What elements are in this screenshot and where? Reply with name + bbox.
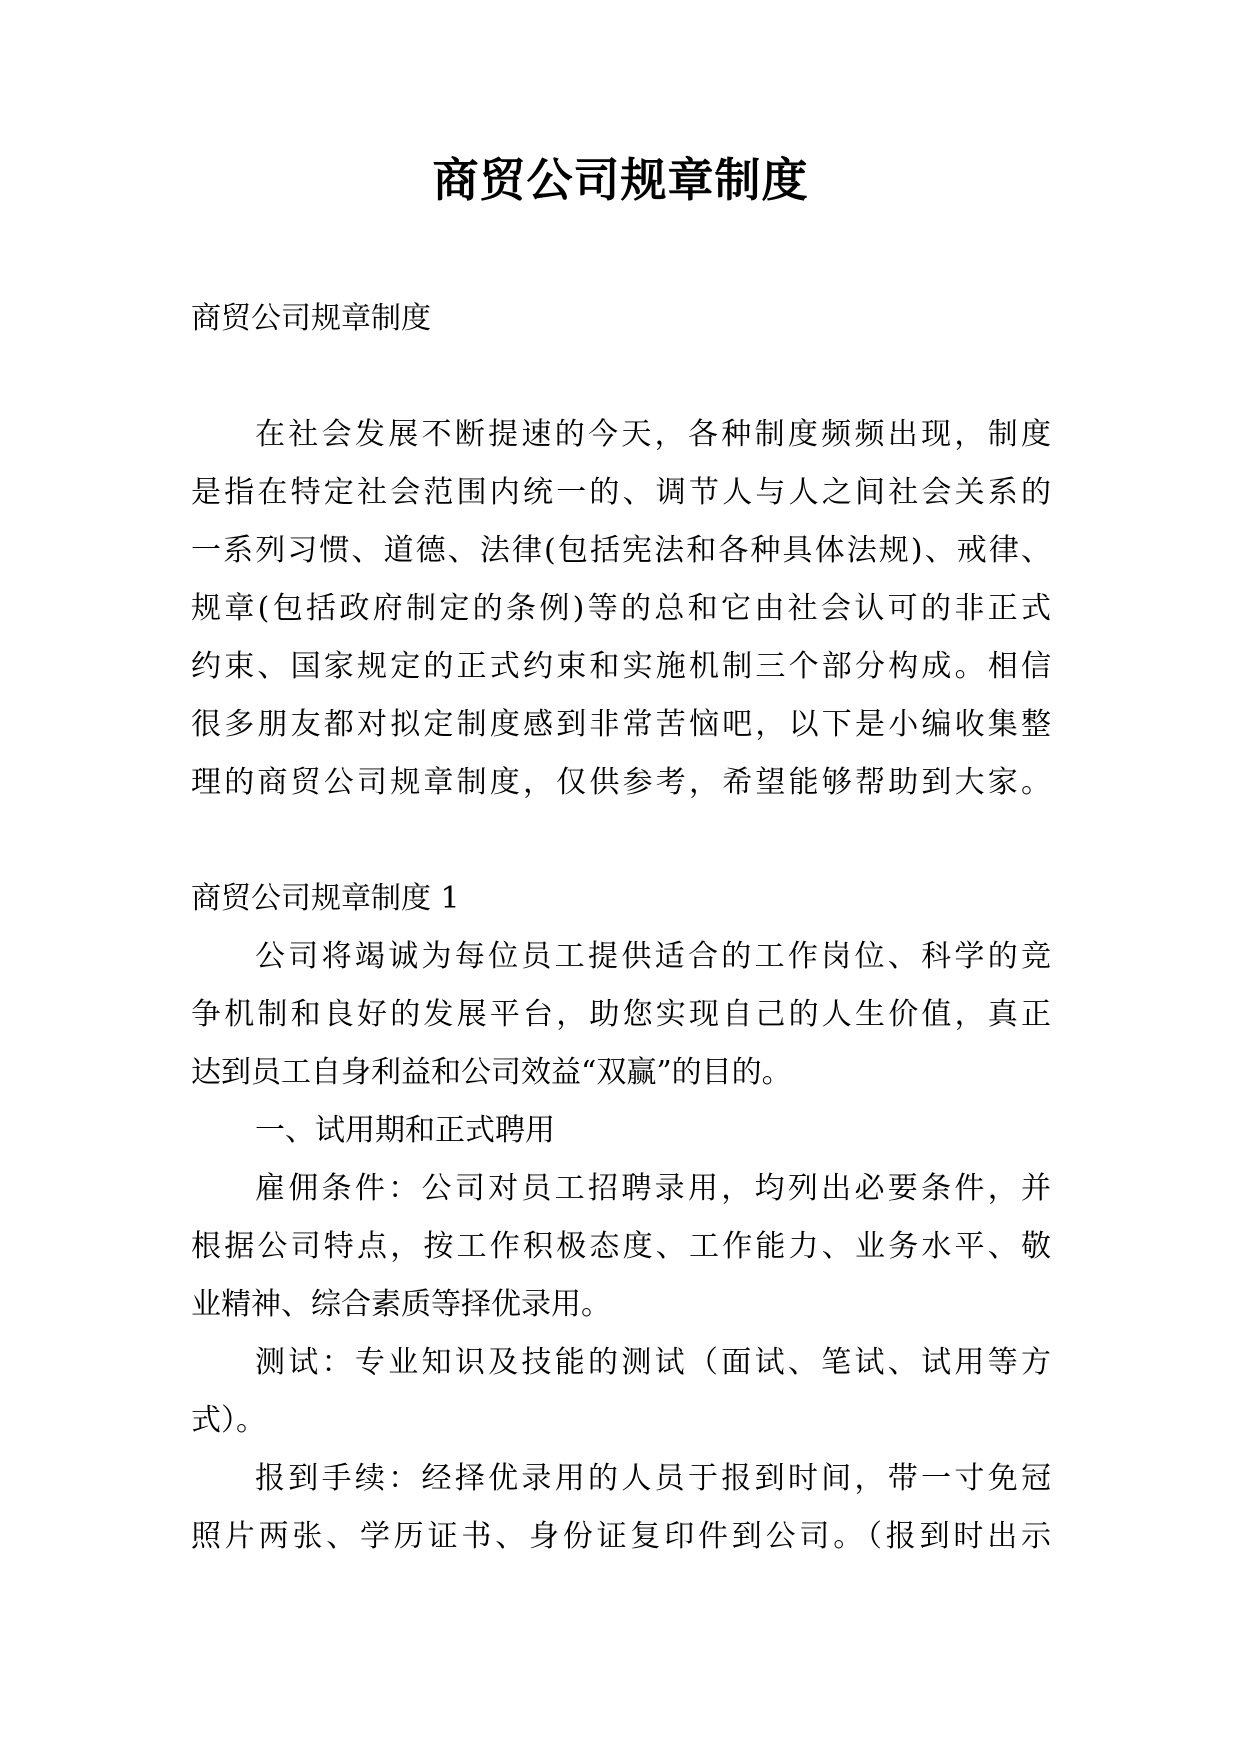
hire-paragraph xyxy=(191,1160,1051,1334)
paragraph-line: 业精神、综合素质等择优录用。 xyxy=(191,1287,611,1322)
paragraph-line: 照片两张、学历证书、身份证复印件到公司。（报到时出示 xyxy=(191,1519,1051,1554)
paragraph-line: 达到员工自身利益和公司效益“双赢”的目的。 xyxy=(191,1055,792,1090)
section-paragraph xyxy=(191,928,1051,1102)
item-heading: 一、试用期和正式聘用 xyxy=(255,1113,555,1148)
paragraph-line: 根据公司特点，按工作积极态度、工作能力、业务水平、敬 xyxy=(191,1229,1051,1264)
spacer xyxy=(191,348,1051,406)
report-paragraph xyxy=(191,1450,1051,1566)
subtitle: 商贸公司规章制度 xyxy=(191,301,431,336)
paragraph-line: 规章(包括政府制定的条例)等的总和它由社会认可的非正式 xyxy=(191,591,1051,626)
paragraph-line: 式）。 xyxy=(191,1403,266,1438)
spacer xyxy=(191,812,1051,870)
document-title: 商贸公司规章制度 xyxy=(432,153,809,207)
document-body xyxy=(191,290,1051,1566)
paragraph-line: 约束、国家规定的正式约束和实施机制三个部分构成。相信 xyxy=(191,649,1051,684)
intro-paragraph xyxy=(191,406,1051,812)
paragraph-line: 是指在特定社会范围内统一的、调节人与人之间社会关系的 xyxy=(191,475,1051,510)
paragraph-line: 测试：专业知识及技能的测试（面试、笔试、试用等方 xyxy=(255,1345,1051,1380)
paragraph-line: 很多朋友都对拟定制度感到非常苦恼吧，以下是小编收集整 xyxy=(191,707,1051,742)
paragraph-line: 争机制和良好的发展平台，助您实现自己的人生价值，真正 xyxy=(191,997,1051,1032)
paragraph-line: 雇佣条件：公司对员工招聘录用，均列出必要条件，并 xyxy=(255,1171,1051,1206)
paragraph-line: 一系列习惯、道德、法律(包括宪法和各种具体法规)、戒律、 xyxy=(191,533,1051,568)
section-title: 商贸公司规章制度 1 xyxy=(191,881,460,916)
paragraph-line: 理的商贸公司规章制度，仅供参考，希望能够帮助到大家。 xyxy=(191,765,1051,800)
test-paragraph xyxy=(191,1334,1051,1450)
paragraph-line: 公司将竭诚为每位员工提供适合的工作岗位、科学的竞 xyxy=(255,939,1051,974)
paragraph-line: 报到手续：经择优录用的人员于报到时间，带一寸免冠 xyxy=(255,1461,1051,1496)
paragraph-line: 在社会发展不断提速的今天，各种制度频频出现，制度 xyxy=(255,417,1051,452)
